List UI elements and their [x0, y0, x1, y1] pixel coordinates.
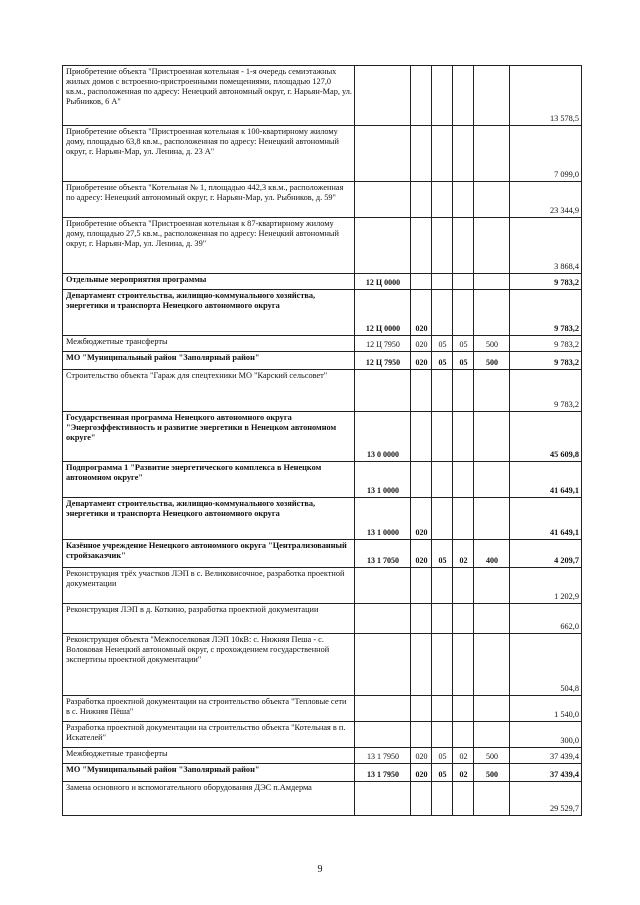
admin-code: [411, 218, 432, 274]
target-article-code: 13 1 7950: [355, 748, 411, 764]
amount: 23 344,9: [510, 182, 582, 218]
target-article-code: 13 1 0000: [355, 462, 411, 498]
subsection-code: [453, 66, 474, 126]
admin-code: [411, 696, 432, 722]
expense-type-code: [474, 126, 510, 182]
subsection-code: 02: [453, 764, 474, 782]
target-article-code: 12 Ц 7950: [355, 336, 411, 352]
table-row: [63, 696, 582, 722]
target-article-code: 13 1 7950: [355, 764, 411, 782]
section-code: 05: [432, 748, 453, 764]
admin-code: [411, 634, 432, 696]
section-code: 05: [432, 764, 453, 782]
amount: 662,0: [510, 604, 582, 634]
expense-type-code: [474, 696, 510, 722]
amount: 9 783,2: [510, 336, 582, 352]
expense-type-code: [474, 182, 510, 218]
item-name: Государственная программа Ненецкого автономного округа "Энергоэффективность и развитие энергетики в Ненецком автономном округе": [63, 412, 355, 462]
section-code: 05: [432, 352, 453, 370]
admin-code: 020: [411, 748, 432, 764]
expense-type-code: [474, 782, 510, 816]
section-code: [432, 182, 453, 218]
subsection-code: [453, 274, 474, 290]
table-row: [63, 604, 582, 634]
item-name: Департамент строительства, жилищно-коммунального хозяйства, энергетики и транспорта Ненецкого автономного округа: [63, 498, 355, 540]
item-name: Приобретение объекта "Пристроенная котельная - 1-я очередь семиэтажных жилых домов с встроенно-пристроенными помещениями, площадью 127,0 кв.м., расположенная по адресу: Ненецкий автономный округ, г. Нарьян-Мар, ул. Рыбников, 6 А": [63, 66, 355, 126]
table-row: [63, 352, 582, 370]
subsection-code: [453, 568, 474, 604]
expense-type-code: [474, 218, 510, 274]
item-name: Приобретение объекта "Пристроенная котельная к 87-квартирному жилому дому, площадью 27,5 кв.м., расположенная по адресу: Ненецкий автономный округ, г. Нарьян-Мар, ул. Ленина, д. 39": [63, 218, 355, 274]
item-name: Реконструкция ЛЭП в д. Коткино, разработка проектной документации: [63, 604, 355, 634]
table-row: [63, 218, 582, 274]
item-name: Разработка проектной документации на строительство объекта "Котельная в п. Искателей": [63, 722, 355, 748]
admin-code: [411, 412, 432, 462]
target-article-code: [355, 370, 411, 412]
expense-type-code: [474, 412, 510, 462]
section-code: [432, 568, 453, 604]
target-article-code: [355, 126, 411, 182]
table-row: [63, 336, 582, 352]
target-article-code: [355, 218, 411, 274]
section-code: [432, 462, 453, 498]
page-number: 9: [317, 864, 323, 875]
target-article-code: [355, 782, 411, 816]
amount: 41 649,1: [510, 462, 582, 498]
subsection-code: [453, 370, 474, 412]
subsection-code: [453, 634, 474, 696]
admin-code: [411, 722, 432, 748]
amount: 7 099,0: [510, 126, 582, 182]
table-row: [63, 370, 582, 412]
section-code: [432, 604, 453, 634]
admin-code: [411, 568, 432, 604]
amount: 504,8: [510, 634, 582, 696]
amount: 1 202,9: [510, 568, 582, 604]
target-article-code: [355, 634, 411, 696]
section-code: [432, 722, 453, 748]
item-name: Реконструкция трёх участков ЛЭП в с. Великовисочное, разработка проектной документации: [63, 568, 355, 604]
target-article-code: [355, 568, 411, 604]
item-name: Отдельные мероприятия программы: [63, 274, 355, 290]
target-article-code: 12 Ц 0000: [355, 290, 411, 336]
amount: 37 439,4: [510, 748, 582, 764]
item-name: Подпрограмма 1 "Развитие энергетического комплекса в Ненецком автономном округе": [63, 462, 355, 498]
amount: 4 209,7: [510, 540, 582, 568]
expense-type-code: [474, 66, 510, 126]
table-row: [63, 568, 582, 604]
subsection-code: [453, 782, 474, 816]
admin-code: [411, 604, 432, 634]
expense-type-code: [474, 568, 510, 604]
target-article-code: 12 Ц 7950: [355, 352, 411, 370]
section-code: [432, 66, 453, 126]
item-name: Реконструкция объекта "Межпоселковая ЛЭП 10кВ: с. Нижняя Пеша - с. Волоковая Ненецкий автономный округ, с прохождением государственной экспертизы проектной документации": [63, 634, 355, 696]
amount: 9 783,2: [510, 290, 582, 336]
section-code: [432, 412, 453, 462]
expense-type-code: [474, 604, 510, 634]
item-name: Департамент строительства, жилищно-коммунального хозяйства, энергетики и транспорта Ненецкого автономного округа: [63, 290, 355, 336]
section-code: 05: [432, 336, 453, 352]
table-row: [63, 634, 582, 696]
subsection-code: 05: [453, 352, 474, 370]
table-row: [63, 498, 582, 540]
item-name: Приобретение объекта "Котельная № 1, площадью 442,3 кв.м., расположенная по адресу: Ненецкий автономный округ, г. Нарьян-Мар, ул. Рыбников, д. 59": [63, 182, 355, 218]
admin-code: [411, 126, 432, 182]
expense-type-code: [474, 290, 510, 336]
table-row: [63, 412, 582, 462]
admin-code: 020: [411, 336, 432, 352]
expense-type-code: 400: [474, 540, 510, 568]
amount: 13 578,5: [510, 66, 582, 126]
expense-type-code: [474, 634, 510, 696]
admin-code: 020: [411, 290, 432, 336]
target-article-code: [355, 182, 411, 218]
admin-code: [411, 370, 432, 412]
target-article-code: [355, 604, 411, 634]
item-name: Приобретение объекта "Пристроенная котельная к 100-квартирному жилому дому, площадью 63,8 кв.м., расположенная по адресу: Ненецкий автономный округ, г. Нарьян-Мар, ул. Ленина, д. 23 А": [63, 126, 355, 182]
table-row: [63, 462, 582, 498]
table-row: [63, 748, 582, 764]
admin-code: 020: [411, 540, 432, 568]
budget-table: [62, 65, 582, 816]
target-article-code: 13 1 7050: [355, 540, 411, 568]
admin-code: [411, 274, 432, 290]
subsection-code: 05: [453, 336, 474, 352]
subsection-code: [453, 722, 474, 748]
amount: 45 609,8: [510, 412, 582, 462]
section-code: 05: [432, 540, 453, 568]
subsection-code: 02: [453, 748, 474, 764]
admin-code: [411, 462, 432, 498]
target-article-code: [355, 722, 411, 748]
admin-code: [411, 66, 432, 126]
expense-type-code: 500: [474, 352, 510, 370]
amount: 9 783,2: [510, 274, 582, 290]
subsection-code: [453, 498, 474, 540]
section-code: [432, 218, 453, 274]
section-code: [432, 370, 453, 412]
item-name: МО "Муниципальный район "Заполярный район": [63, 352, 355, 370]
section-code: [432, 126, 453, 182]
table-row: [63, 782, 582, 816]
table-row: [63, 182, 582, 218]
subsection-code: [453, 290, 474, 336]
amount: 3 868,4: [510, 218, 582, 274]
amount: 29 529,7: [510, 782, 582, 816]
expense-type-code: 500: [474, 336, 510, 352]
admin-code: 020: [411, 352, 432, 370]
target-article-code: [355, 696, 411, 722]
table-row: [63, 540, 582, 568]
item-name: Разработка проектной документации на строительство объекта "Тепловые сети в с. Нижняя Пёша": [63, 696, 355, 722]
subsection-code: [453, 696, 474, 722]
section-code: [432, 782, 453, 816]
amount: 300,0: [510, 722, 582, 748]
expense-type-code: [474, 274, 510, 290]
item-name: Казённое учреждение Ненецкого автономного округа "Централизованный стройзаказчик": [63, 540, 355, 568]
subsection-code: [453, 604, 474, 634]
expense-type-code: [474, 498, 510, 540]
table-row: [63, 722, 582, 748]
section-code: [432, 290, 453, 336]
subsection-code: [453, 126, 474, 182]
amount: 37 439,4: [510, 764, 582, 782]
subsection-code: [453, 218, 474, 274]
subsection-code: [453, 462, 474, 498]
expense-type-code: 500: [474, 764, 510, 782]
amount: 1 540,0: [510, 696, 582, 722]
amount: 41 649,1: [510, 498, 582, 540]
item-name: Межбюджетные трансферты: [63, 336, 355, 352]
item-name: Строительство объекта "Гараж для спецтехники МО "Карский сельсовет": [63, 370, 355, 412]
amount: 9 783,2: [510, 370, 582, 412]
admin-code: 020: [411, 764, 432, 782]
expense-type-code: 500: [474, 748, 510, 764]
target-article-code: 12 Ц 0000: [355, 274, 411, 290]
subsection-code: [453, 182, 474, 218]
expense-type-code: [474, 462, 510, 498]
admin-code: [411, 182, 432, 218]
table-row: [63, 126, 582, 182]
admin-code: [411, 782, 432, 816]
section-code: [432, 634, 453, 696]
item-name: Замена основного и вспомогательного оборудования ДЭС п.Амдерма: [63, 782, 355, 816]
section-code: [432, 274, 453, 290]
table-body: [63, 66, 582, 816]
target-article-code: 13 1 0000: [355, 498, 411, 540]
section-code: [432, 498, 453, 540]
table-row: [63, 274, 582, 290]
subsection-code: [453, 412, 474, 462]
target-article-code: [355, 66, 411, 126]
table-row: [63, 764, 582, 782]
target-article-code: 13 0 0000: [355, 412, 411, 462]
table-row: [63, 66, 582, 126]
amount: 9 783,2: [510, 352, 582, 370]
item-name: Межбюджетные трансферты: [63, 748, 355, 764]
table-row: [63, 290, 582, 336]
expense-type-code: [474, 722, 510, 748]
item-name: МО "Муниципальный район "Заполярный район": [63, 764, 355, 782]
expense-type-code: [474, 370, 510, 412]
admin-code: 020: [411, 498, 432, 540]
section-code: [432, 696, 453, 722]
subsection-code: 02: [453, 540, 474, 568]
